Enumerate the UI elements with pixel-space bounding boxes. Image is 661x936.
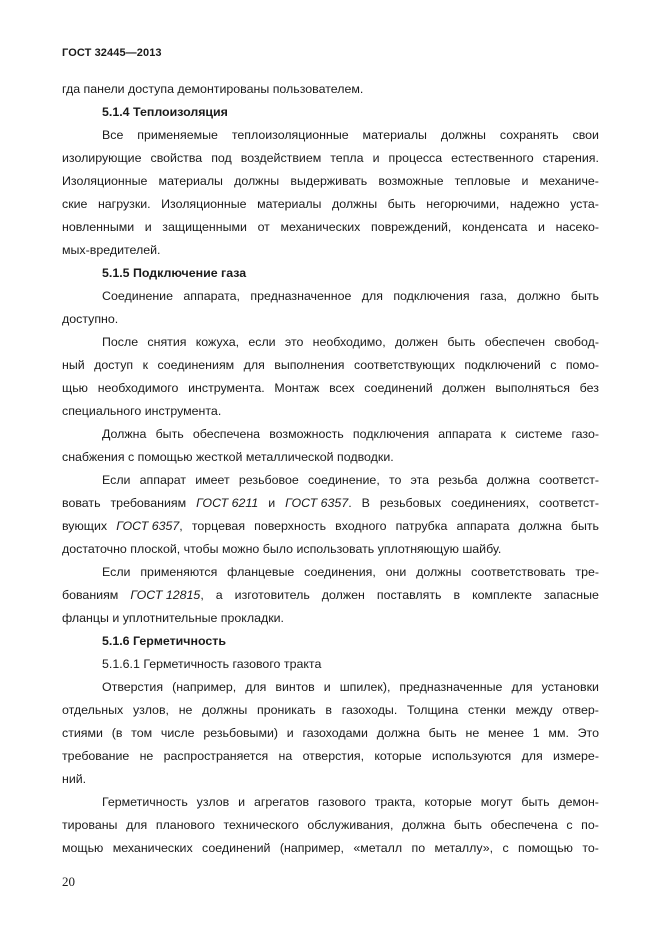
text-line: ный доступ к соединениям для выполнения соответствующих подключений с помо- bbox=[62, 358, 599, 372]
document-header: ГОСТ 32445—2013 bbox=[62, 47, 162, 59]
text-line: ний. bbox=[62, 772, 87, 786]
text-line: мых-вредителей. bbox=[62, 243, 161, 257]
text-line: Если аппарат имеет резьбовое соединение, то эта резьба должна соответст- bbox=[102, 473, 599, 487]
text-line: вовать требованиям ГОСТ 6211 и ГОСТ 6357. В резьбовых соединениях, соответст- bbox=[62, 496, 599, 510]
subsection-heading: 5.1.6.1 Герметичность газового тракта bbox=[102, 657, 322, 671]
text-line: щью необходимого инструмента. Монтаж всех соединений должен выполняться без bbox=[62, 381, 599, 395]
text-line: снабжения с помощью жесткой металлической подводки. bbox=[62, 450, 394, 464]
section-heading: 5.1.4 Теплоизоляция bbox=[102, 105, 228, 119]
text-line: После снятия кожуха, если это необходимо, должен быть обеспечен свобод- bbox=[102, 335, 599, 349]
text-line: Отверстия (например, для винтов и шпилек), предназначенные для установки bbox=[102, 680, 599, 694]
text-line: достаточно плоской, чтобы можно было использовать уплотняющую шайбу. bbox=[62, 542, 502, 556]
text-line: Если применяются фланцевые соединения, они должны соответствовать тре- bbox=[102, 565, 599, 579]
text-line: доступно. bbox=[62, 312, 119, 326]
text-line: тированы для планового технического обслуживания, должна быть обеспечена с по- bbox=[62, 818, 599, 832]
text-line: Соединение аппарата, предназначенное для подключения газа, должно быть bbox=[102, 289, 599, 303]
text-line: требование не распространяется на отверстия, которые используются для измере- bbox=[62, 749, 599, 763]
text-line: Изоляционные материалы должны выдерживать возможные тепловые и механиче- bbox=[62, 174, 599, 188]
text-line: стиями (в том числе резьбовыми) и газоходами должна быть не менее 1 мм. Это bbox=[62, 726, 599, 740]
text-line: новленными и защищенными от механических повреждений, конденсата и насеко- bbox=[62, 220, 599, 234]
text-line: изолирующие свойства под воздействием тепла и процесса естественного старения. bbox=[62, 151, 599, 165]
text-line: Все применяемые теплоизоляционные материалы должны сохранять свои bbox=[102, 128, 599, 142]
text-line: бованиям ГОСТ 12815, а изготовитель должен поставлять в комплекте запасные bbox=[62, 588, 599, 602]
text-line: мощью механических соединений (например, «металл по металлу», с помощью то- bbox=[62, 841, 599, 855]
text-line: отдельных узлов, не должны проникать в газоходы. Толщина стенки между отвер- bbox=[62, 703, 599, 717]
document-body bbox=[62, 78, 599, 860]
text-line: гда панели доступа демонтированы пользователем. bbox=[62, 82, 364, 96]
text-line: Герметичность узлов и агрегатов газового тракта, которые могут быть демон- bbox=[102, 795, 599, 809]
text-line: вующих ГОСТ 6357, торцевая поверхность входного патрубка аппарата должна быть bbox=[62, 519, 599, 533]
text-line: специального инструмента. bbox=[62, 404, 222, 418]
section-heading: 5.1.5 Подключение газа bbox=[102, 266, 247, 280]
section-heading: 5.1.6 Герметичность bbox=[102, 634, 226, 648]
text-line: фланцы и уплотнительные прокладки. bbox=[62, 611, 284, 625]
text-line: ские нагрузки. Изоляционные материалы должны быть негорючими, надежно уста- bbox=[62, 197, 599, 211]
text-line: Должна быть обеспечена возможность подключения аппарата к системе газо- bbox=[102, 427, 599, 441]
page-number: 20 bbox=[62, 874, 75, 889]
